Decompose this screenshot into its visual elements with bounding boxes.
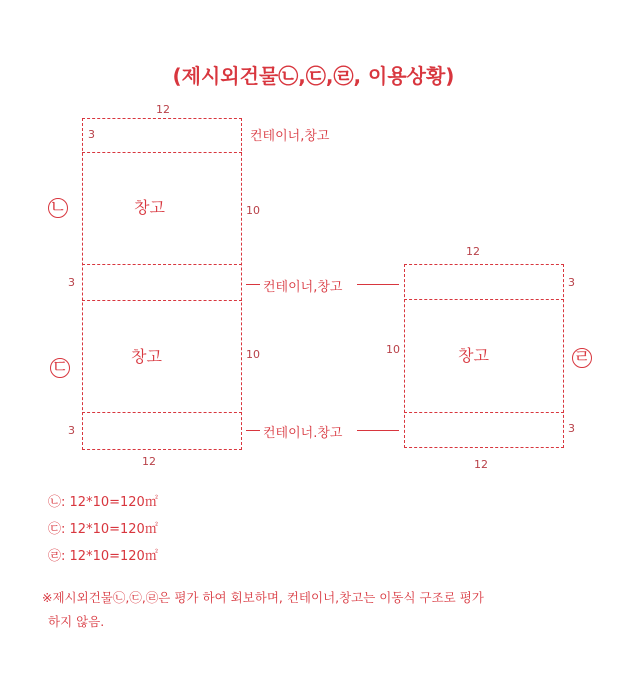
left-row-height-3: 3 [68,276,75,289]
left-divider-1 [82,152,242,153]
left-bottom-width: 12 [142,455,156,468]
diagram-title: (제시외건물㉡,㉢,㉣, 이용상황) [172,64,455,88]
container-label-top: 컨테이너,창고 [250,129,330,144]
leader-line-mid-right [357,284,399,285]
legend-text: : 12*10=120㎡ [61,495,158,510]
right-divider-1 [404,299,564,300]
legend-text: : 12*10=120㎡ [61,549,158,564]
left-divider-2 [82,264,242,265]
right-top-width: 12 [466,245,480,258]
leader-line-bot-left [246,430,260,431]
left-divider-4 [82,412,242,413]
building-mark-nieun: ㄴ [49,197,67,218]
left-top-width: 12 [156,103,170,116]
left-building-outline [82,118,242,450]
building-mark-rieul: ㄹ [573,347,591,368]
container-label-bottom: 컨테이너.창고 [263,426,343,441]
right-row-height-mid: 10 [386,343,400,356]
warehouse-label-1: 창고 [134,198,165,217]
left-row-height-1: 3 [88,128,95,141]
right-row-height-top: 3 [568,276,575,289]
warehouse-label-2: 창고 [131,347,162,366]
legend-mark: ㉢ [48,522,62,537]
legend-item-rieul [48,545,158,564]
legend-item-nieun [48,491,158,510]
legend-mark: ㉣ [48,549,62,564]
left-row-height-4: 10 [246,348,260,361]
left-row-height-5: 3 [68,424,75,437]
right-divider-2 [404,412,564,413]
warehouse-label-3: 창고 [458,346,489,365]
footnote-line-1: ※제시외건물㉡,㉢,㉣은 평가 하여 회보하며, 컨테이너,창고는 이동식 구조로 평가 [42,590,484,605]
leader-line-mid-left [246,284,260,285]
left-row-height-2: 10 [246,204,260,217]
left-divider-3 [82,300,242,301]
container-label-mid: 컨테이너,창고 [263,280,343,295]
right-bottom-width: 12 [474,458,488,471]
building-mark-digeut: ㄷ [51,357,69,378]
legend-mark: ㉡ [48,495,62,510]
footnote-line-2: 하지 않음. [48,614,105,629]
leader-line-bot-right [357,430,399,431]
right-row-height-bot: 3 [568,422,575,435]
legend-item-digeut [48,518,158,537]
legend-text: : 12*10=120㎡ [61,522,158,537]
